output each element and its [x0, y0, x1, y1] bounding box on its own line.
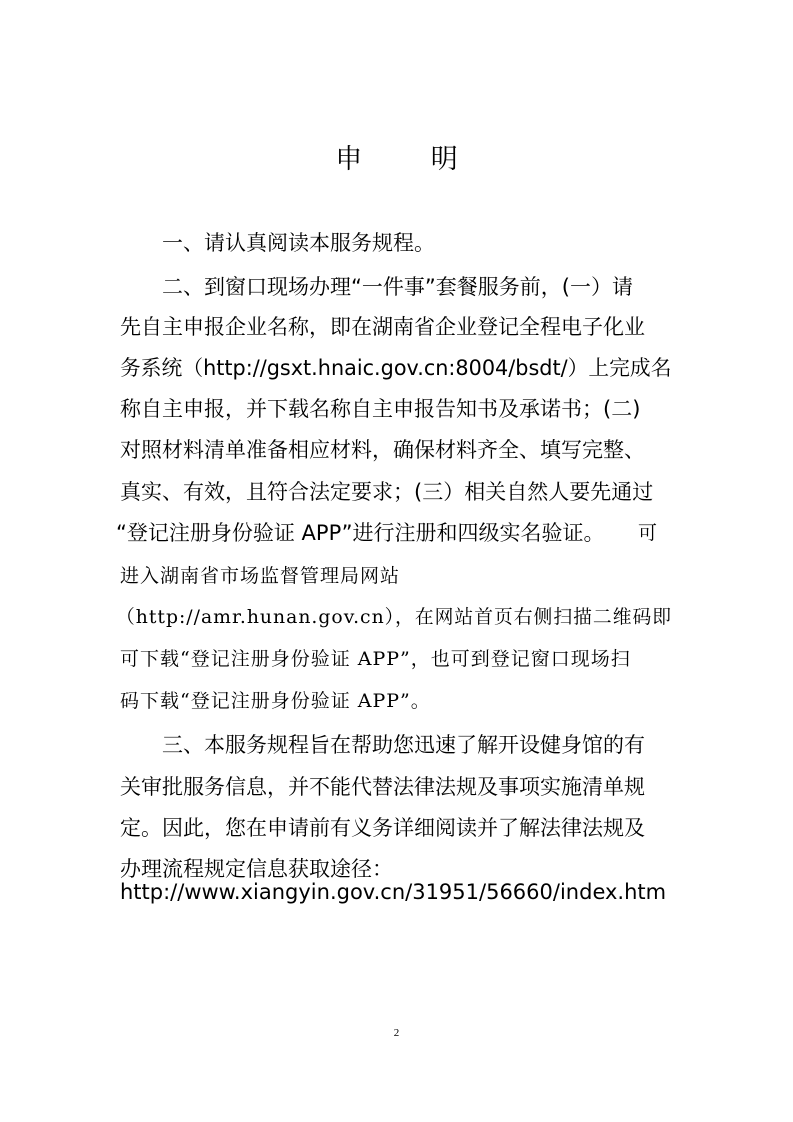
paragraph-3-line: 办理流程规定信息获取途径： [120, 857, 393, 881]
paragraph-2-line: “登记注册身份验证 APP”进行注册和四级实名验证。 [116, 521, 605, 545]
paragraph-2-line: 可下载“登记注册身份验证 APP”，也可到登记窗口现场扫 [120, 648, 631, 670]
paragraph-2-line: 对照材料清单准备相应材料，确保材料齐全、填写完整、 [120, 438, 645, 462]
page-number: 2 [393, 1027, 400, 1039]
paragraph-2-line: 进入湖南省市场监督管理局网站 [120, 565, 401, 587]
paragraph-2-line: （http://amr.hunan.gov.cn），在网站首页右侧扫描二维码即 [116, 606, 673, 628]
paragraph-3-line: 三、本服务规程旨在帮助您迅速了解开设健身馆的有 [162, 733, 645, 757]
paragraph-2-line: 称自主申报，并下载名称自主申报告知书及承诺书；(二) [120, 397, 641, 421]
paragraph-1-line: 一、请认真阅读本服务规程。 [162, 231, 435, 255]
paragraph-2-line: 务系统（http://gsxt.hnaic.gov.cn:8004/bsdt/）上完成名 [120, 356, 672, 380]
paragraph-3-line: 关审批服务信息，并不能代替法律法规及事项实施清单规 [120, 775, 645, 799]
paragraph-2-line: 先自主申报企业名称，即在湖南省企业登记全程电子化业 [120, 315, 645, 339]
paragraph-3-line: 定。因此，您在申请前有义务详细阅读并了解法律法规及 [120, 816, 645, 840]
paragraph-2-line: 码下载“登记注册身份验证 APP”。 [120, 690, 431, 712]
page-title: 申 明 [335, 144, 488, 175]
info-url: http://www.xiangyin.gov.cn/31951/56660/index.htm [120, 880, 667, 904]
paragraph-2-line: 真实、有效，且符合法定要求；(三）相关自然人要先通过 [120, 480, 654, 504]
paragraph-2-line: 可 [638, 522, 659, 544]
paragraph-2-line: 二、到窗口现场办理“一件事”套餐服务前，(一）请 [162, 275, 633, 299]
